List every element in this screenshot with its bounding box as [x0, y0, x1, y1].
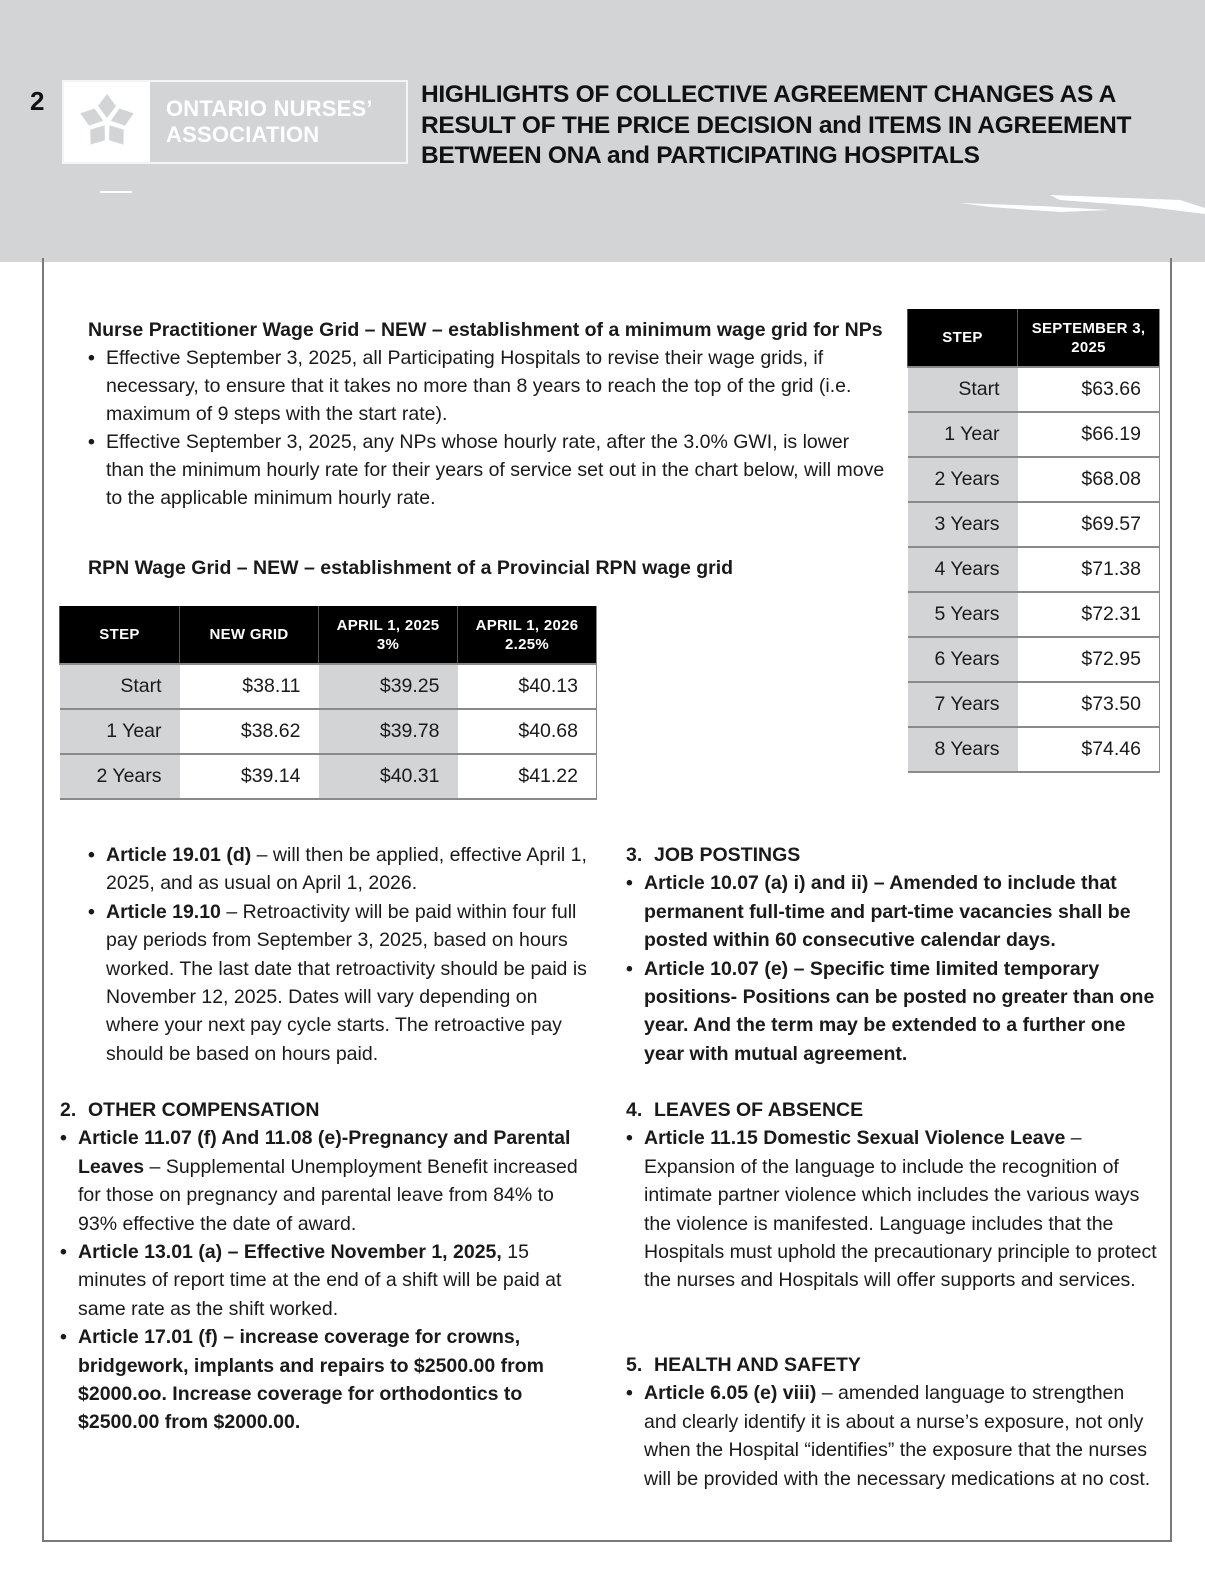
rate-cell: $66.19 — [1018, 412, 1160, 457]
step-cell: 3 Years — [908, 502, 1018, 547]
step-cell: 1 Year — [60, 709, 180, 754]
step-cell: Start — [908, 367, 1018, 412]
article-bullet: • Article 10.07 (a) i) and ii) – Amended to include that permanent full-time and part-time vacancies shall be posted within 60 consecutive calendar days. — [626, 869, 1156, 954]
rate-cell: $38.11 — [180, 664, 319, 709]
table-row — [908, 547, 1160, 592]
column-header: APRIL 1, 2025 3% — [319, 606, 458, 664]
table-row — [908, 727, 1160, 772]
rate-cell: $74.46 — [1018, 727, 1160, 772]
article-bullet: • Article 17.01 (f) – increase coverage for crowns, bridgework, implants and repairs to $2500.00 from $2000.oo. Increase coverage for orthodontics to $2500.00 from $2000.00. — [60, 1323, 590, 1437]
article-bullet: • Article 10.07 (e) – Specific time limited temporary positions- Positions can be posted no greater than one year. And the term may be extended to a further one year with mutual agreement. — [626, 955, 1156, 1069]
rate-cell: $38.62 — [180, 709, 319, 754]
table-row — [908, 592, 1160, 637]
article-bullet: • Article 19.10 – Retroactivity will be paid within four full pay periods from September 3, 2025, based on hours worked. The last date that retroactivity should be paid is November 12, 2025. Dates will vary depending on where your next pay cycle starts. The retroactive pay should be based on hours paid. — [88, 898, 588, 1068]
rate-cell: $72.31 — [1018, 592, 1160, 637]
section-job-postings — [626, 841, 1156, 1068]
table-row — [908, 682, 1160, 727]
table-row — [908, 637, 1160, 682]
np-wage-table — [907, 309, 1160, 773]
column-header: STEP — [908, 309, 1018, 367]
wage-articles — [88, 841, 588, 1068]
table-row — [908, 457, 1160, 502]
rate-cell: $40.68 — [458, 709, 597, 754]
column-header: NEW GRID — [180, 606, 319, 664]
section-heading: 5. HEALTH AND SAFETY — [626, 1354, 861, 1376]
rate-cell: $71.38 — [1018, 547, 1160, 592]
step-cell: 8 Years — [908, 727, 1018, 772]
rate-cell: $63.66 — [1018, 367, 1160, 412]
table-row — [908, 502, 1160, 547]
step-cell: Start — [60, 664, 180, 709]
np-section-heading: Nurse Practitioner Wage Grid – NEW – establishment of a minimum wage grid for NPs — [88, 319, 883, 341]
section-health-and-safety — [626, 1351, 1161, 1493]
article-bullet: • Article 19.01 (d) – will then be applied, effective April 1, 2025, and as usual on April 1, 2026. — [88, 841, 588, 898]
section-leaves-of-absence — [626, 1096, 1161, 1295]
step-cell: 7 Years — [908, 682, 1018, 727]
article-bullet: • Article 11.07 (f) And 11.08 (e)-Pregnancy and Parental Leaves – Supplemental Unemployment Benefit increased for those on pregnancy and parental leave from 84% to 93% effective the date of award. — [60, 1124, 590, 1238]
table-row — [60, 664, 597, 709]
rate-cell: $73.50 — [1018, 682, 1160, 727]
step-cell: 2 Years — [60, 754, 180, 799]
table-row — [60, 709, 597, 754]
rate-cell: $39.78 — [319, 709, 458, 754]
table-row — [908, 412, 1160, 457]
section-heading: 4. LEAVES OF ABSENCE — [626, 1099, 864, 1121]
np-bullet: • Effective September 3, 2025, all Participating Hospitals to revise their wage grids, if necessary, to ensure that it takes no more than 8 years to reach the top of the grid (i.e. maximum of 9 steps with the start rate). — [88, 344, 888, 428]
logo-line-1: ONTARIO NURSES’ — [166, 96, 373, 121]
trillium-flower-icon — [64, 82, 150, 162]
rate-cell: $69.57 — [1018, 502, 1160, 547]
page-title: HIGHLIGHTS OF COLLECTIVE AGREEMENT CHANGES AS A RESULT OF THE PRICE DECISION and ITEMS IN AGREEMENT BETWEEN ONA and PARTICIPATING HOSPITALS — [421, 81, 1132, 169]
brush-edge-decoration — [0, 170, 1205, 270]
section-heading: 3. JOB POSTINGS — [626, 844, 801, 866]
table-row — [60, 754, 597, 799]
logo-line-2: ASSOCIATION — [166, 122, 320, 147]
article-bullet: • Article 11.15 Domestic Sexual Violence Leave – Expansion of the language to include the recognition of intimate partner violence which includes the various ways the violence is manifested. Language includes that the Hospitals must uphold the precautionary principle to protect the nurses and Hospitals will offer supports and services. — [626, 1124, 1161, 1294]
rate-cell: $40.13 — [458, 664, 597, 709]
rpn-section-heading: RPN Wage Grid – NEW – establishment of a Provincial RPN wage grid — [88, 557, 734, 579]
page-number: 2 — [30, 86, 45, 116]
rate-cell: $68.08 — [1018, 457, 1160, 502]
step-cell: 1 Year — [908, 412, 1018, 457]
rpn-wage-table — [59, 606, 597, 800]
column-header: APRIL 1, 2026 2.25% — [458, 606, 597, 664]
rate-cell: $41.22 — [458, 754, 597, 799]
np-bullet: • Effective September 3, 2025, any NPs whose hourly rate, after the 3.0% GWI, is lower than the minimum hourly rate for their years of service set out in the chart below, will move to the applicable minimum hourly rate. — [88, 428, 888, 512]
np-wage-grid-section — [88, 316, 888, 512]
article-bullet: • Article 6.05 (e) viii) – amended language to strengthen and clearly identify it is about a nurse’s exposure, not only when the Hospital “identifies” the exposure that the nurses will be provided with the necessary medications at no cost. — [626, 1379, 1161, 1493]
step-cell: 4 Years — [908, 547, 1018, 592]
column-header: STEP — [60, 606, 180, 664]
column-header: SEPTEMBER 3, 2025 — [1018, 309, 1160, 367]
ona-logo — [62, 80, 408, 164]
step-cell: 6 Years — [908, 637, 1018, 682]
section-other-compensation — [60, 1096, 590, 1437]
rate-cell: $40.31 — [319, 754, 458, 799]
step-cell: 2 Years — [908, 457, 1018, 502]
rate-cell: $72.95 — [1018, 637, 1160, 682]
rate-cell: $39.25 — [319, 664, 458, 709]
step-cell: 5 Years — [908, 592, 1018, 637]
section-heading: 2. OTHER COMPENSATION — [60, 1099, 320, 1121]
article-bullet: • Article 13.01 (a) – Effective November 1, 2025, 15 minutes of report time at the end of a shift will be paid at same rate as the shift worked. — [60, 1238, 590, 1323]
table-row — [908, 367, 1160, 412]
rate-cell: $39.14 — [180, 754, 319, 799]
